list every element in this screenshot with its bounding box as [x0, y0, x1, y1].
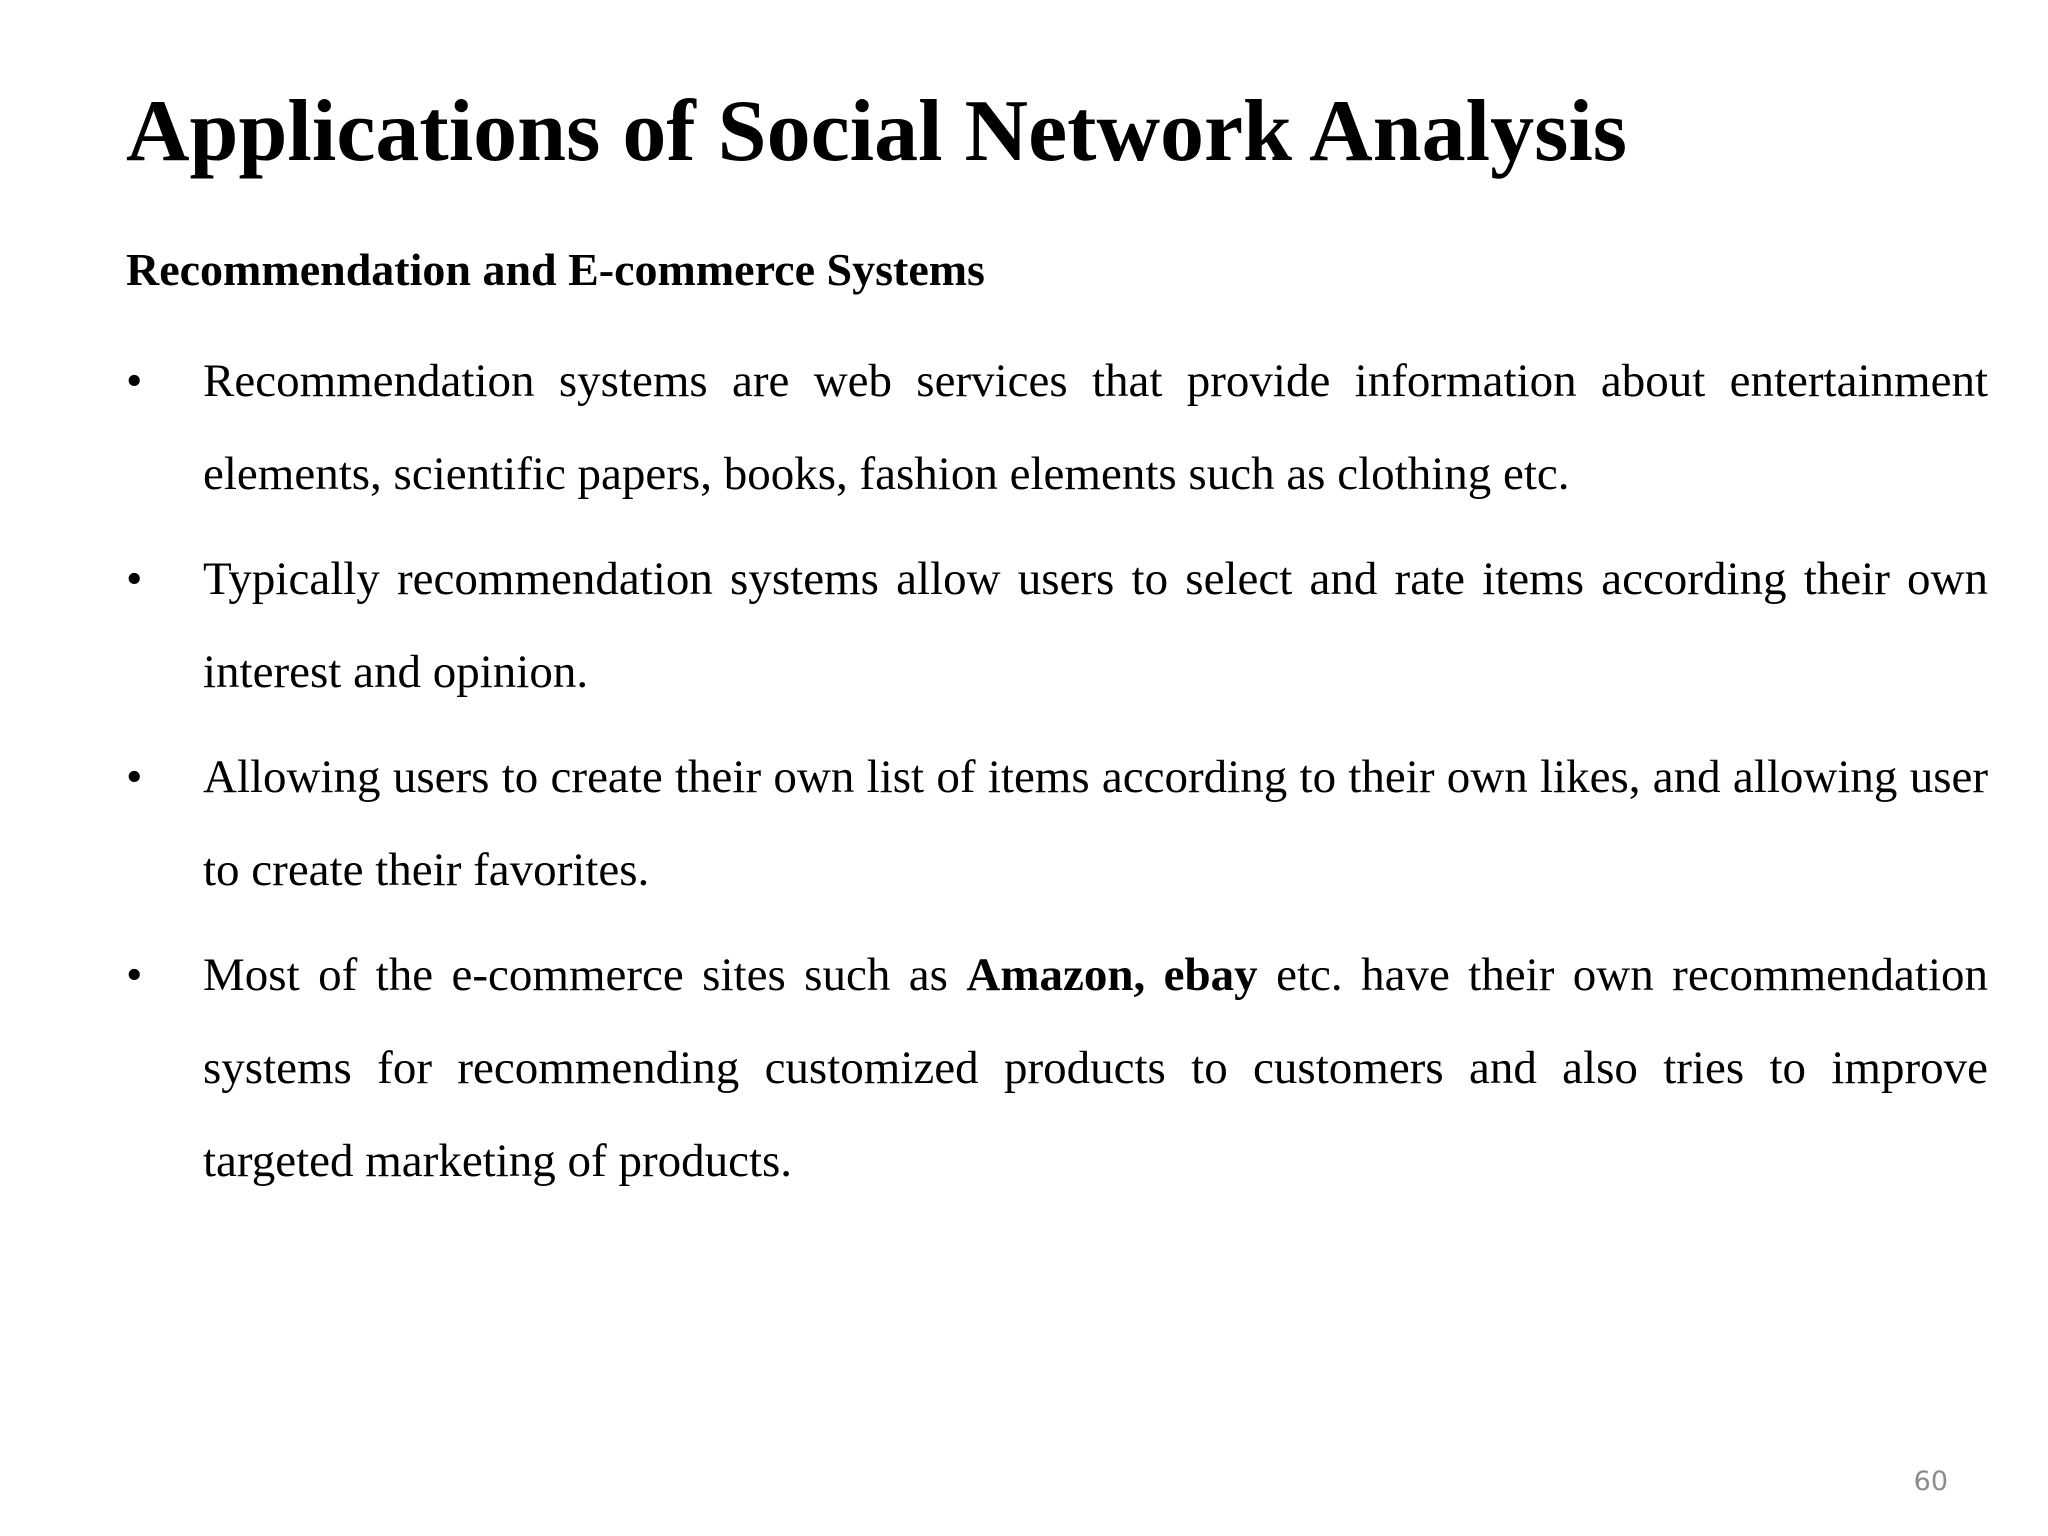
bullet-text: Typically recommendation systems allow users to select and rate items according their own interest and opinion. — [203, 553, 1988, 698]
bullet-text-before: Most of the e-commerce sites such as — [203, 949, 967, 1001]
bullet-text: Allowing users to create their own list of items according to their own likes, and allowing user to create their favorites. — [203, 751, 1988, 896]
bullet-item — [126, 929, 1988, 1208]
bullet-icon: • — [126, 553, 143, 605]
bullet-item — [126, 335, 1988, 521]
bullet-list — [126, 335, 1988, 1220]
section-heading: Recommendation and E-commerce Systems — [126, 244, 985, 295]
bullet-item — [126, 731, 1988, 917]
bullet-text-emphasis: Amazon, ebay — [966, 949, 1258, 1001]
bullet-icon: • — [126, 949, 143, 1001]
bullet-icon: • — [126, 751, 143, 803]
bullet-text-after: etc. have their own recommendation systems for recommending customized products to customers and also tries to improve targeted marketing of products. — [203, 949, 1989, 1187]
bullet-item — [126, 533, 1988, 719]
bullet-icon: • — [126, 355, 143, 407]
bullet-text: Recommendation systems are web services that provide information about entertainment elements, scientific papers, books, fashion elements such as clothing etc. — [203, 355, 1988, 500]
slide-title: Applications of Social Network Analysis — [126, 83, 1628, 180]
page-number: 60 — [1913, 1466, 1948, 1497]
